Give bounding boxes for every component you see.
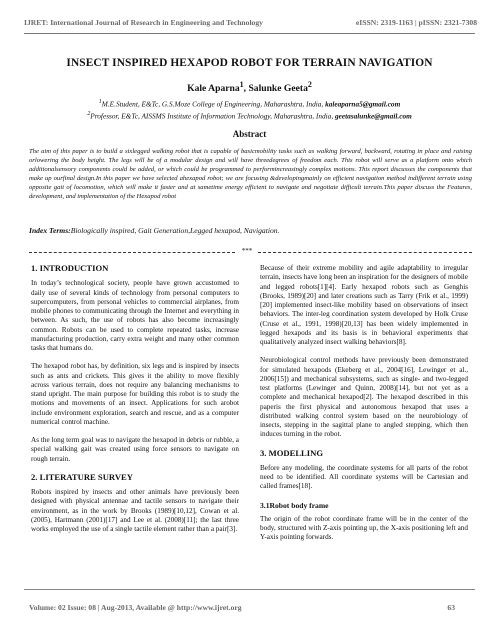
journal-name: IJRET: International Journal of Research in Engineering and Technology bbox=[24, 18, 263, 27]
affiliation-2 bbox=[24, 111, 475, 120]
journal-header bbox=[0, 18, 495, 30]
author-1-sup: 1 bbox=[239, 80, 244, 89]
page-number: 63 bbox=[447, 603, 455, 612]
affiliation-1-text: M.E.Student, E&Tc, G.S.Moze College of Engineering, Maharashtra, India, bbox=[101, 99, 326, 109]
modelling-heading: 3. MODELLING bbox=[260, 447, 324, 458]
divider-line-right bbox=[258, 252, 472, 253]
author-separator: , bbox=[243, 83, 249, 95]
abstract-heading: Abstract bbox=[232, 129, 267, 139]
literature-heading: 2. LITERATURE SURVEY bbox=[31, 471, 133, 482]
index-terms bbox=[29, 226, 472, 235]
section-divider bbox=[29, 248, 472, 256]
right-paragraph-2: Neurobiological control methods have previously been demonstrated for simulated hexapods (Ekeberg et al., 2004[16], Lewinger et al., 2006[15]) and mechanical subsystems, such as single- and two-legged test platforms (Lewinger and Quinn, 2008)[14], but not yet as a complete and mechanical hexapod[2]. The hexapod described in this paperis the first physical and autonomous hexapod that uses a distributed walking control system based on the neurobiology of insects, stepping in the sagittal plane to angled stepping, which then induces turning in the robot. bbox=[260, 356, 468, 439]
author-1: Kale Aparna bbox=[187, 83, 240, 95]
right-column bbox=[260, 264, 468, 552]
footer-volume: Volume: 02 Issue: 08 | Aug-2013, Available @ http://www.ijret.org bbox=[29, 603, 242, 612]
introduction-heading: 1. INTRODUCTION bbox=[31, 263, 109, 273]
intro-paragraph-1: In today’s technological society, people have grown accustomed to daily use of several kinds of technology from personal computers to supercomputers, from personal vehicles to commercial airplanes, from mobile phones to communicating through the Internet and everything in between. As such, the use of robots has also become increasingly common. Robots can be used to complete repeated tasks, increase manufacturing production, carry extra weight and many other common tasks that humans do. bbox=[31, 279, 239, 352]
affiliation-2-email[interactable]: geetasalunke@gmail.com bbox=[334, 111, 412, 121]
body-frame-heading: 3.1Robot body frame bbox=[260, 500, 329, 510]
intro-paragraph-2: The hexapod robot has, by definition, six legs and is inspired by insects such as ants and crickets. This gives it the ability to move flexibly across various terrain, does not require any balancing mechanisms to stand upright. The main purpose for building this robot is to study the motions and movements of an insect. Applications for such arobot include environment exploration, search and rescue, and as a computer numerical control machine. bbox=[31, 362, 239, 426]
affiliation-1-email[interactable]: kaleaparna5@gmail.com bbox=[325, 99, 401, 109]
journal-issn: eISSN: 2319-1163 | pISSN: 2321-7308 bbox=[355, 18, 477, 27]
intro-paragraph-3: As the long term goal was to navigate the hexapod in debris or rubble, a special walking gait was created using force sensors to navigate on rough terrain. bbox=[31, 436, 239, 463]
page-footer bbox=[0, 603, 495, 615]
header-rule bbox=[24, 33, 475, 34]
right-paragraph-1: Because of their extreme mobility and agile adaptability to irregular terrain, insects have long been an inspiration for the designers of mobile and legged robots[1][4]. Early hexapod robots such as Genghis (Brooks, 1989)[20] and later creations such as Tarry (Frik et al., 1999)[20] implemented insect-like mobility based on observations of insect behaviors. The inter-leg coordination system developed by Holk Cruse (Cruse et al., 1991, 1998)[20,13] has been widely implemented in legged hexapods and its basis is in behavioral experiments that qualitatively analyzed insect walking behaviors[8]. bbox=[260, 264, 468, 346]
divider-line-left bbox=[29, 252, 235, 253]
index-terms-label: Index Terms: bbox=[29, 226, 71, 235]
footer-rule bbox=[24, 589, 475, 590]
affiliation-2-text: Professor, E&Tc, AISSMS Institute of Information Technology, Maharashtra, India, bbox=[90, 111, 335, 121]
body-frame-paragraph-1: The origin of the robot coordinate frame will be in the center of the body, structured with Z-axis pointing up, the X-axis positioning left and Y-axis pointing forwards. bbox=[260, 514, 468, 542]
left-column bbox=[31, 264, 239, 543]
abstract-text: The aim of this paper is to build a sixlegged walking robot that is capable of basicmobility tasks such as walking forward, backward, rotating in place and raising orlowering the body height. The legs will be of a modular design and will have threedegrees of freedom each. This robot will serve as a platform onto which additionalsensory components could be added, or which could be programmed to performincreasingly complex motions. This report discusses the components that make up ourfinal design.In this paper we have selected ahexapod robot; we are focusing &developingmainly on efficient navigation method indifferent terrain using opposite gait of locomotion, which will make it faster and at sametime energy efficient to navigate and negotiate difficult terrain.This paper discuss the Features, development, and implementation of the Hexapod robot bbox=[29, 148, 472, 201]
affiliation-1-sup: 1 bbox=[98, 99, 102, 105]
literature-paragraph-1: Robots inspired by insects and other animals have previously been designed with physical antennae and tactile sensors to navigate their environment, as in the work by Brooks (1989)[10,12], Cowan et al. (2005), Hartmann (2001)[17] and Lee et al. (2008)[11]; the last three works employed the use of a single tactile element rather than a pair[3]. bbox=[31, 488, 239, 533]
modelling-paragraph-1: Before any modeling, the coordinate systems for all parts of the robot need to be identified. All coordinate systems will be Cartesian and called frames[18]. bbox=[260, 463, 468, 491]
author-2: Salunke Geeta bbox=[248, 83, 308, 95]
author-2-sup: 2 bbox=[307, 80, 312, 89]
divider-mark: *** bbox=[241, 247, 253, 255]
index-terms-text: Biologically inspired, Gait Generation,Legged hexapod, Navigation. bbox=[70, 226, 280, 235]
author-line bbox=[24, 80, 475, 94]
affiliation-1 bbox=[24, 99, 475, 108]
paper-title: INSECT INSPIRED HEXAPOD ROBOT FOR TERRAIN NAVIGATION bbox=[66, 57, 433, 69]
affiliation-2-sup: 2 bbox=[87, 111, 91, 117]
